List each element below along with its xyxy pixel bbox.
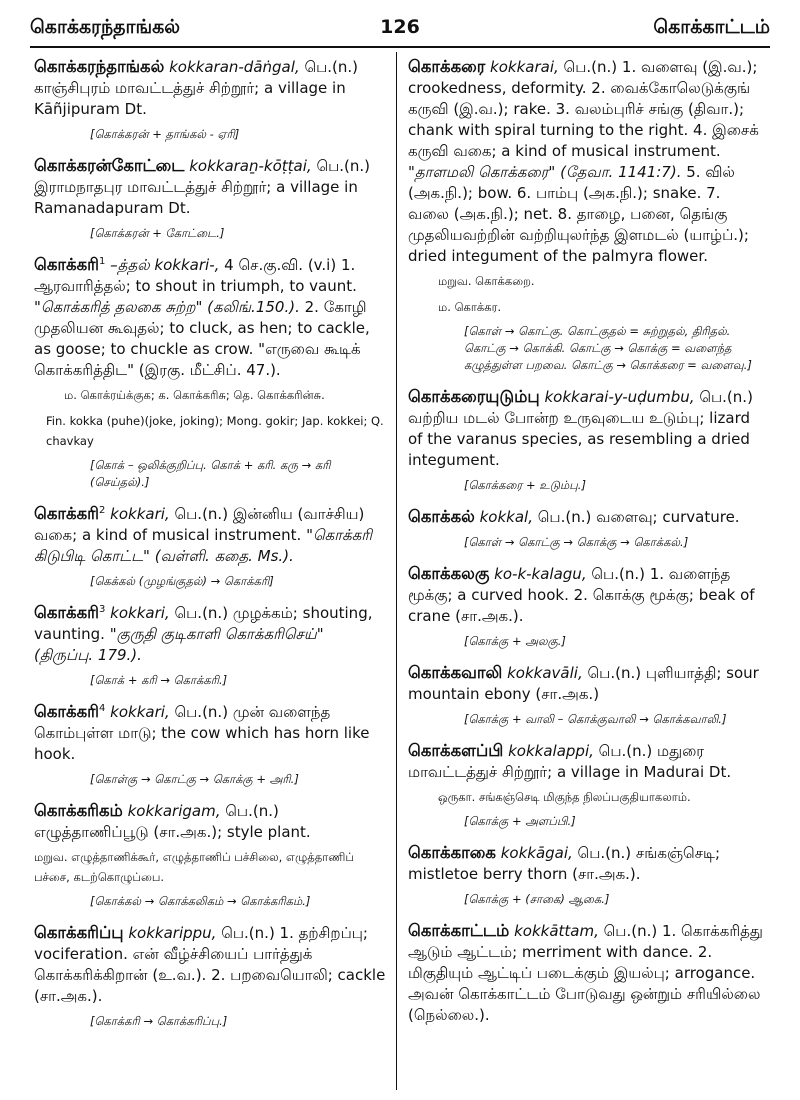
etymology: [கொக்கரன் + தாங்கல் - ஏரி]: [90, 127, 240, 141]
definition: பெ.(n.) எழுத்தாணிப்பூடு (சா.அக.); style plant.: [34, 802, 311, 841]
headword: கொக்கரையுடும்பு: [408, 387, 540, 406]
headword: கொக்காகை: [408, 843, 496, 862]
definition: 4 செ.கு.வி. (v.i) 1. ஆரவாரித்தல்; to shout in triumph, to vaunt.: [34, 256, 357, 295]
headword: கொக்கரி: [34, 603, 100, 622]
etymology: [கொக்கு + அளப்பி.]: [464, 814, 576, 828]
transliteration: kokkarippu,: [128, 924, 217, 942]
etymology: [கொக்கல் → கொக்கலிகம் → கொக்கரிகம்.]: [90, 894, 311, 908]
dictionary-entry: [408, 386, 766, 471]
definition: பெ.(n.) முன் வளைந்த கொம்புள்ள மாடு; the cow which has horn like hook.: [34, 703, 370, 763]
dictionary-entry: [408, 740, 766, 783]
definition: பெ.(n.) இன்னிய (வாச்சிய) வகை; a kind of musical instrument.: [34, 505, 365, 544]
definition: பெ.(n.) 1. வளைவு (இ.வ.); crookedness, deformity. 2. வைக்கோலெடுக்குங் கருவி (இ.வ.); rake. 3. வலம்புரிச் சங்கு (திவா.); chank with spiral turning to the right. 4. இசைக் கருவி வகை; a kind of musical instrument.: [408, 58, 759, 160]
sense-number: 2: [99, 505, 106, 516]
etymology: [கொக்கு + (சாகை) ஆகை.]: [464, 892, 610, 906]
definition: பெ.(n.) 1. தற்சிறப்பு; vociferation. என் வீழ்ச்சியைப் பார்த்துக் கொக்கரிக்கிறான் (உ.வ.). 2. பறவையொலி; cackle (சா.அக.).: [34, 924, 386, 1005]
headword: கொக்கரிப்பு: [34, 923, 124, 942]
definition-continued: 2. கோழி முதலியன கூவுதல்; to cluck, as hen; to cackle, as goose; to chuckle as crow. "எருவை கூடிக் கொக்கரித்திட" (இரகு. மீட்சிப். 47.).: [34, 298, 370, 379]
dictionary-entry: [34, 155, 386, 219]
cognate-note: மறுவ. கொக்கறை.: [438, 274, 535, 288]
dictionary-entry: [408, 842, 766, 885]
headword: கொக்கரிகம்: [34, 801, 123, 820]
definition: பெ.(n.) வற்றிய மடல் போன்ற உருவுடைய உடும்பு; lizard of the varanus species, as resembling a dried integument.: [408, 388, 753, 469]
headword: கொக்கரை: [408, 57, 486, 76]
definition: பெ.(n.) மதுரை மாவட்டத்துச் சிற்றூர்; a village in Madurai Dt.: [408, 742, 732, 781]
transliteration: kokkari,: [110, 505, 170, 523]
headword: கொக்கரி: [34, 504, 100, 523]
etymology: [கெக்கல் (முழங்குதல்) → கொக்கரி]: [90, 574, 274, 588]
citation-quote: "கொக்கரித் தலகை சுற்ற" (கலிங்.150.).: [34, 298, 300, 316]
definition: பெ.(n.) வளைவு; curvature.: [532, 508, 740, 526]
etymology: [கொள் → கொட்கு. கொட்குதல் = சுற்றுதல், திரிதல். கொட்கு → கொக்கி. கொட்கு → கொக்கு = வளைந்த கழுத்துள்ள பறவை. கொட்கு → கொக்கரை = வளைவு.]: [464, 324, 752, 372]
citation-quote: "குருதி குடிகாளி கொக்கரிசெய்" (திருப்பு. 179.).: [34, 625, 324, 664]
transliteration: kokkarai,: [490, 58, 559, 76]
headword: கொக்கரி: [34, 255, 100, 274]
dictionary-entry: [408, 920, 766, 1026]
headword: கொக்களப்பி: [408, 741, 504, 760]
etymology: [கொக் + கரி → கொக்கரி.]: [90, 673, 228, 687]
header-left-guideword: கொக்கரந்தாங்கல்: [30, 16, 181, 38]
sense-number: 3: [99, 604, 106, 615]
column-divider: [396, 52, 397, 1090]
citation-quote: "கொக்கரி கிடுபிடி கொட்ட" (வள்ளி. கதை. Ms.).: [34, 526, 373, 565]
left-column: [34, 56, 386, 1090]
etymology: [கொக் – ஒலிக்குறிப்பு. கொக் + கரி. கரு → கரி (செய்தல்).]: [90, 458, 331, 489]
definition: பெ.(n.) இராமநாதபுர மாவட்டத்துச் சிற்றூர்; a village in Ramanadapuram Dt.: [34, 157, 371, 217]
transliteration: kokkāgai,: [500, 844, 573, 862]
cognate-note: ஒருகா. சங்கஞ்செடி மிகுந்த நிலப்பகுதியாகலாம்.: [438, 790, 691, 804]
transliteration: kokkarai-y-uḍumbu,: [544, 388, 695, 406]
headword: கொக்கரி: [34, 702, 100, 721]
cognate-note: ம. கொக்கர.: [438, 300, 502, 314]
dictionary-entry: [34, 56, 386, 120]
dictionary-entry: [408, 56, 766, 267]
etymology: [கொக்கரை + உடும்பு.]: [464, 478, 586, 492]
dictionary-entry: [408, 662, 766, 705]
header-right-guideword: கொக்காட்டம்: [653, 16, 770, 38]
etymology: [கொக்கரன் + கோட்டை.]: [90, 226, 225, 240]
headword: கொக்கவாலி: [408, 663, 503, 682]
transliteration: ko-k-kalagu,: [494, 565, 587, 583]
definition: பெ.(n.) முழக்கம்; shouting, vaunting.: [34, 604, 373, 643]
headword: கொக்காட்டம்: [408, 921, 510, 940]
definition: பெ.(n.) சங்கஞ்செடி; mistletoe berry thorn (சா.அக.).: [408, 844, 721, 883]
dictionary-entry: [408, 506, 766, 528]
definition: பெ.(n.) புளியாத்தி; sour mountain ebony (சா.அக.): [408, 664, 759, 703]
headword: கொக்கலகு: [408, 564, 490, 583]
dictionary-entry: [34, 254, 386, 381]
cognate-note: மறுவ. எழுத்தாணிக்கூர், எழுத்தாணிப் பச்சிலை, எழுத்தாணிப் பச்சை, கடற்கொழுப்பை.: [34, 850, 354, 884]
page-header: [30, 12, 770, 48]
transliteration: –த்தல் kokkari-,: [110, 256, 220, 274]
transliteration: kokkavāli,: [507, 664, 583, 682]
dictionary-entry: [34, 602, 386, 666]
etymology: [கொள் → கொட்கு → கொக்கு → கொக்கல்.]: [464, 535, 689, 549]
transliteration: kokkalappi,: [508, 742, 594, 760]
headword: கொக்கல்: [408, 507, 475, 526]
sense-number: 1: [99, 256, 106, 267]
definition-continued: 5. வில் (அக.நி.); bow. 6. பாம்பு (அக.நி.); snake. 7. வலை (அக.நி.); net. 8. தாழை, பனை, தெங்கு முதலியவற்றின் வற்றியுலர்ந்த இளமடல் (யாழ்ப்.); dried integument of the palmyra flower.: [408, 163, 749, 265]
etymology: [கொக்கு + வாலி – கொக்குவாலி → கொக்கவாலி.]: [464, 712, 727, 726]
headword: கொக்கரன்கோட்டை: [34, 156, 185, 175]
definition: பெ.(n.) காஞ்சிபுரம் மாவட்டத்துச் சிற்றூர்; a village in Kāñjipuram Dt.: [34, 58, 359, 118]
sense-number: 4: [99, 703, 106, 714]
cognate-note: Fin. kokka (puhe)(joke, joking); Mong. gokir; Jap. kokkei; Q. chavkay: [46, 414, 384, 448]
dictionary-entry: [34, 922, 386, 1007]
transliteration: kokkal,: [479, 508, 533, 526]
cognate-note: ம. கொக்ரய்க்குக; க. கொக்கரிசு; தெ. கொக்கரின்சு.: [64, 388, 325, 402]
definition: பெ.(n.) 1. கொக்கரித்து ஆடும் ஆட்டம்; merriment with dance. 2. மிகுதியும் ஆட்டிப் படைக்கும் இயல்பு; arrogance. அவன் கொக்காட்டம் போடுவது ஒன்றும் சரியில்லை (நெல்லை.).: [408, 922, 763, 1024]
dictionary-entry: [34, 701, 386, 765]
transliteration: kokkāttam,: [514, 922, 599, 940]
dictionary-entry: [408, 563, 766, 627]
headword: கொக்கரந்தாங்கல்: [34, 57, 165, 76]
right-column: [408, 56, 766, 1090]
etymology: [கொக்கு + அலகு.]: [464, 634, 566, 648]
definition: பெ.(n.) 1. வளைந்த மூக்கு; a curved hook. 2. கொக்கு மூக்கு; beak of crane (சா.அக.).: [408, 565, 755, 625]
etymology: [கொக்கரி → கொக்கரிப்பு.]: [90, 1014, 228, 1028]
transliteration: kokkarigam,: [127, 802, 221, 820]
transliteration: kokkaran-dāṅgal,: [169, 58, 300, 76]
transliteration: kokkaraṉ-kōṭṭai,: [189, 157, 312, 175]
page-number: 126: [380, 16, 420, 38]
etymology: [கொள்கு → கொட்கு → கொக்கு + அரி.]: [90, 772, 299, 786]
dictionary-entry: [34, 800, 386, 843]
citation-quote: "தாளமலி கொக்கரை" (தேவா. 1141:7).: [408, 163, 682, 181]
transliteration: kokkari,: [110, 604, 170, 622]
dictionary-entry: [34, 503, 386, 567]
transliteration: kokkari,: [110, 703, 170, 721]
